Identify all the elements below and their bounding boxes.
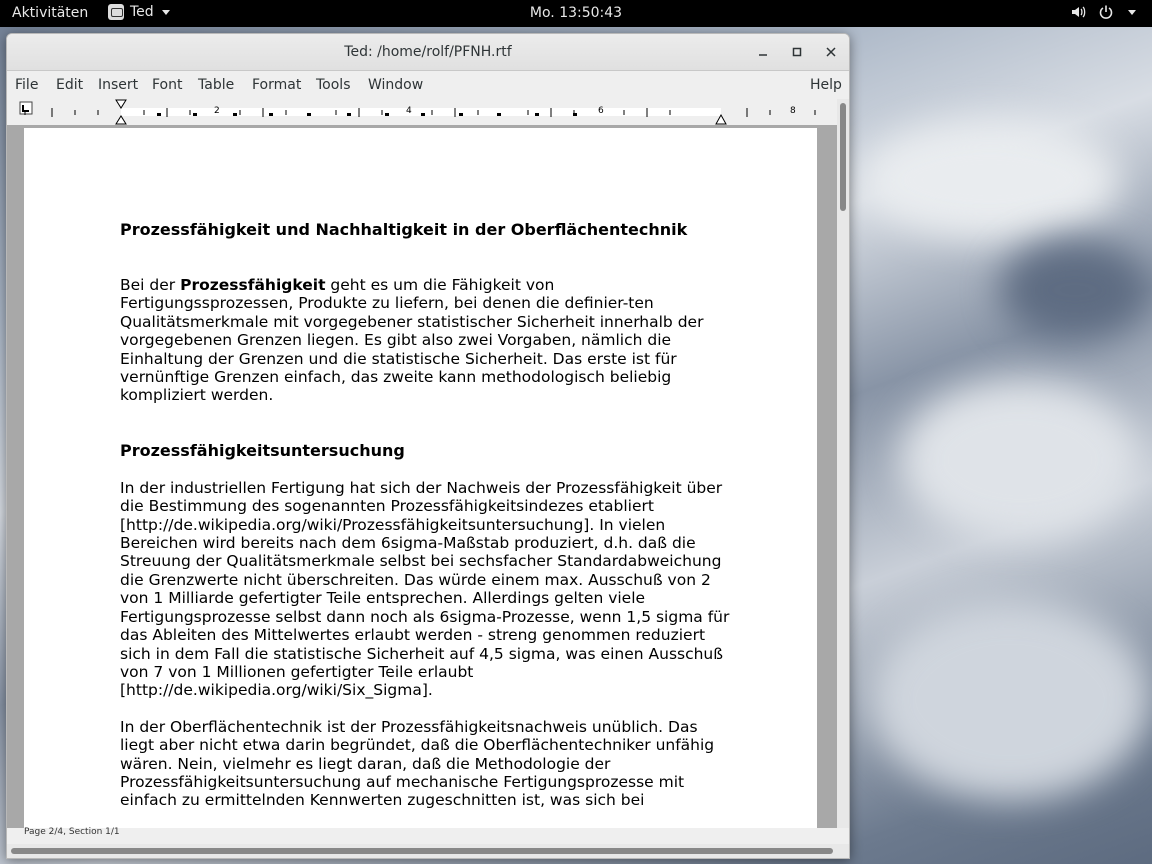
wallpaper-cloud — [860, 120, 1120, 240]
heading-1: Prozessfähigkeit und Nachhaltigkeit in der Oberflächentechnik — [120, 220, 688, 239]
menu-tools[interactable]: Tools — [316, 77, 351, 93]
status-bar: Page 2/4, Section 1/1 — [24, 827, 120, 837]
ted-window — [6, 33, 850, 859]
menu-bar — [7, 71, 849, 99]
ruler-label-6: 6 — [598, 106, 604, 116]
ruler-label-2: 2 — [214, 106, 220, 116]
system-menu[interactable] — [1070, 4, 1136, 20]
menu-help[interactable]: Help — [810, 77, 842, 93]
menu-window[interactable]: Window — [368, 77, 424, 93]
paragraph-1 — [120, 276, 730, 405]
document-text[interactable] — [120, 220, 730, 810]
chevron-down-icon — [1128, 10, 1136, 15]
clock[interactable]: Mo. 13:50:43 — [529, 5, 623, 21]
menu-format[interactable]: Format — [252, 77, 302, 93]
wallpaper-cloud — [900, 380, 1140, 540]
horizontal-scroll-thumb[interactable] — [11, 848, 833, 854]
menu-font[interactable]: Font — [152, 77, 183, 93]
menu-table[interactable]: Table — [198, 77, 235, 93]
paragraph-1-start: Bei der — [120, 276, 181, 294]
power-icon — [1098, 4, 1114, 20]
ruler-label-8: 8 — [790, 106, 796, 116]
menu-file[interactable]: File — [15, 77, 39, 93]
wallpaper-cloud — [1000, 240, 1150, 340]
activities-button[interactable]: Aktivitäten — [12, 5, 89, 21]
ruler[interactable] — [7, 99, 837, 125]
window-title: Ted: /home/rolf/PFNH.rtf — [344, 44, 512, 60]
title-bar[interactable] — [7, 34, 849, 71]
horizontal-scrollbar[interactable] — [7, 844, 849, 858]
ruler-ticks — [7, 99, 837, 125]
menu-insert[interactable]: Insert — [98, 77, 139, 93]
heading-2: Prozessfähigkeitsuntersuchung — [120, 440, 405, 460]
paragraph-1-bold: Prozessfähigkeit — [180, 276, 326, 294]
volume-icon — [1070, 4, 1086, 20]
paragraph-2: In der industriellen Fertigung hat sich der Nachweis der Prozessfähigkeit über die Bestimmung des sogenannten Prozessfähigkeitsindezes etabliert [http://de.wikipedia.org/wiki/Prozessfähigkeitsuntersuchung]. In vielen Bereichen wird bereits nach dem 6sigma-Maßstab produziert, d.h. daß die Streuung der Qualitätsmerkmale selbst bei sechsfacher Standardabweichung die Grenzwerte nicht überschreiten. Das würde einem max. Ausschuß von 2 von 1 Milliarde gefertigter Teile entsprechen. Allerdings gelten viele Fertigungsprozesse selbst dann noch als 6sigma-Prozesse, wenn 1,5 sigma für das Ableiten des Mittelwertes erlaubt werden - streng genommen reduziert sich in dem Fall die statistische Sicherheit auf 4,5 sigma, was einen Ausschuß von 7 von 1 Millionen gefertigter Teile erlaubt [http://de.wikipedia.org/wiki/Six_Sigma]. — [120, 478, 730, 700]
app-menu-label: Ted — [130, 4, 154, 20]
close-icon — [826, 47, 836, 57]
paragraph-1-rest: geht es um die Fähigkeit von Fertigungssprozessen, Produkte zu liefern, bei denen die definier-ten Qualitätsmerkmale mit vorgegebener statistischer Sicherheit innerhalb der vorgegebenen Grenzen liegen. Es gibt also zwei Vorgaben, nämlich die Einhaltung der Grenzen und die statistische Sicherheit. Das erste ist für vernünftige Grenzen einfach, das zweite kann methodologisch beliebig kompliziert werden. — [120, 276, 704, 405]
close-button[interactable] — [821, 42, 841, 62]
maximize-icon — [792, 47, 802, 57]
minimize-icon — [758, 47, 768, 57]
vertical-scrollbar[interactable] — [837, 99, 849, 828]
minimize-button[interactable] — [753, 42, 773, 62]
paragraph-3: In der Oberflächentechnik ist der Prozessfähigkeitsnachweis unüblich. Das liegt aber nicht etwa darin begründet, daß die Oberflächentechniker unfähig wären. Nein, vielmehr es liegt daran, daß die Methodologie der Prozessfähigkeitsuntersuchung auf mechanische Fertigungsprozesse mit einfach zu ermittelnden Kennwerten zugeschnitten ist, was sich bei — [120, 717, 715, 810]
document-area[interactable] — [7, 125, 837, 828]
vertical-scroll-thumb[interactable] — [840, 103, 846, 211]
ruler-label-4: 4 — [406, 106, 412, 116]
document-page[interactable] — [24, 128, 817, 828]
menu-edit[interactable]: Edit — [56, 77, 84, 93]
wallpaper-cloud — [870, 600, 1150, 800]
maximize-button[interactable] — [787, 42, 807, 62]
top-bar — [0, 0, 1152, 27]
